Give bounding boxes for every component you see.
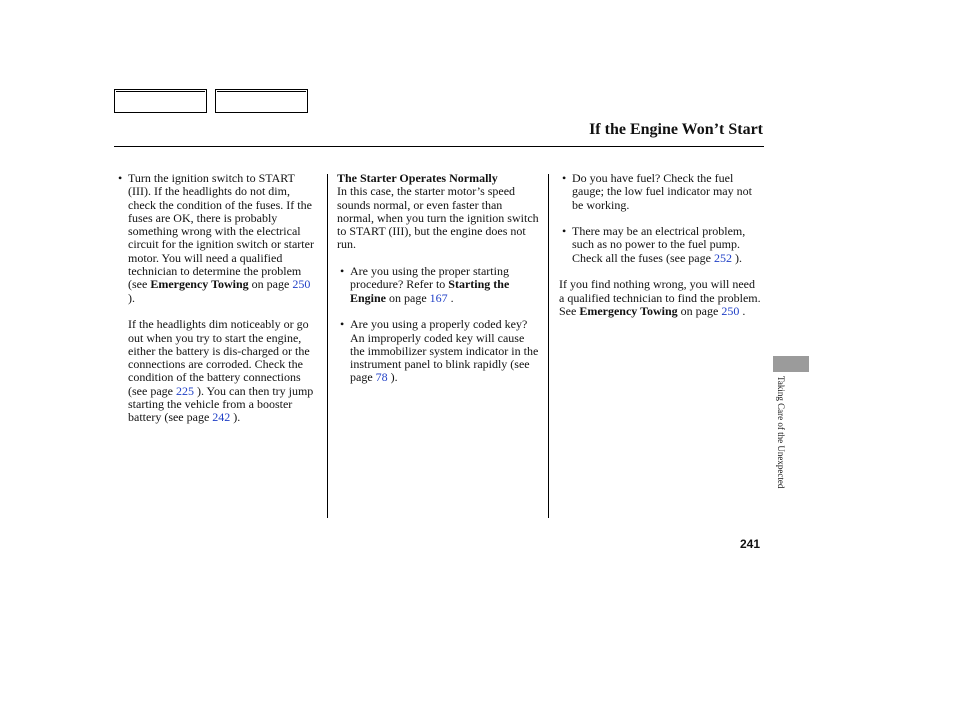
page-link-252[interactable]: 252	[713, 250, 732, 265]
column-divider-2	[548, 174, 549, 518]
page-number: 241	[740, 537, 761, 551]
page-link-242[interactable]: 242	[212, 410, 231, 425]
page-title: If the Engine Won’t Start	[589, 121, 763, 138]
column-right	[559, 172, 761, 318]
bullet-turn-ignition: • Turn the ignition switch to START (III). If the headlights do not dim, check the condition of the fuses. If the fuses are OK, there is probably something wrong with the electrical circuit for the ignition switch or starter motor. You will need a qualified technician to determine the problem (see Emergency Towing on page 250 ).	[118, 172, 320, 305]
page-link-167[interactable]: 167	[429, 290, 448, 305]
column-left	[118, 172, 320, 425]
nav-box-2[interactable]	[215, 89, 308, 113]
section-heading: The Starter Operates Normally	[337, 171, 498, 185]
column-middle	[337, 172, 541, 385]
paragraph-intro: In this case, the starter motor’s speed sounds normal, or even faster than normal, when you turn the ignition switch to START (III), but the engine does not run.	[337, 184, 539, 252]
bullet-coded-key: • Are you using a properly coded key? An improperly coded key will cause the immobilizer system indicator in the instrument panel to blink rapidly (see page 78 ).	[340, 318, 541, 384]
nav-box-1[interactable]	[114, 89, 207, 113]
page-link-250[interactable]: 250	[292, 277, 311, 292]
bullet-electrical: • There may be an electrical problem, such as no power to the fuel pump. Check all the fuses (see page 252 ).	[562, 225, 761, 265]
ref-starting-engine: Starting the Engine	[350, 277, 510, 305]
paragraph-nothing-wrong: If you find nothing wrong, you will need a qualified technician to find the problem. See Emergency Towing on page 250 .	[559, 277, 761, 318]
title-rule	[114, 146, 764, 147]
page-link-250-b[interactable]: 250	[721, 303, 740, 318]
ref-emergency-towing-2: Emergency Towing	[579, 303, 678, 318]
column-divider-1	[327, 174, 328, 518]
page-link-225[interactable]: 225	[175, 383, 194, 398]
ref-emergency-towing: Emergency Towing	[150, 277, 249, 292]
bullet-starting-procedure: • Are you using the proper starting procedure? Refer to Starting the Engine on page 167 .	[340, 265, 541, 305]
bullet-fuel: • Do you have fuel? Check the fuel gauge; the low fuel indicator may not be working.	[562, 172, 761, 212]
section-tab-label: Taking Care of the Unexpected	[776, 376, 786, 489]
section-tab[interactable]	[773, 356, 809, 372]
page-link-78[interactable]: 78	[375, 370, 388, 385]
paragraph-headlights-dim: If the headlights dim noticeably or go out when you try to start the engine, either the battery is dis-charged or the connections are corroded. Check the condition of the battery connections (see page 225 ). You can then try jump starting the vehicle from a booster battery (see page 242 ).	[128, 317, 314, 425]
